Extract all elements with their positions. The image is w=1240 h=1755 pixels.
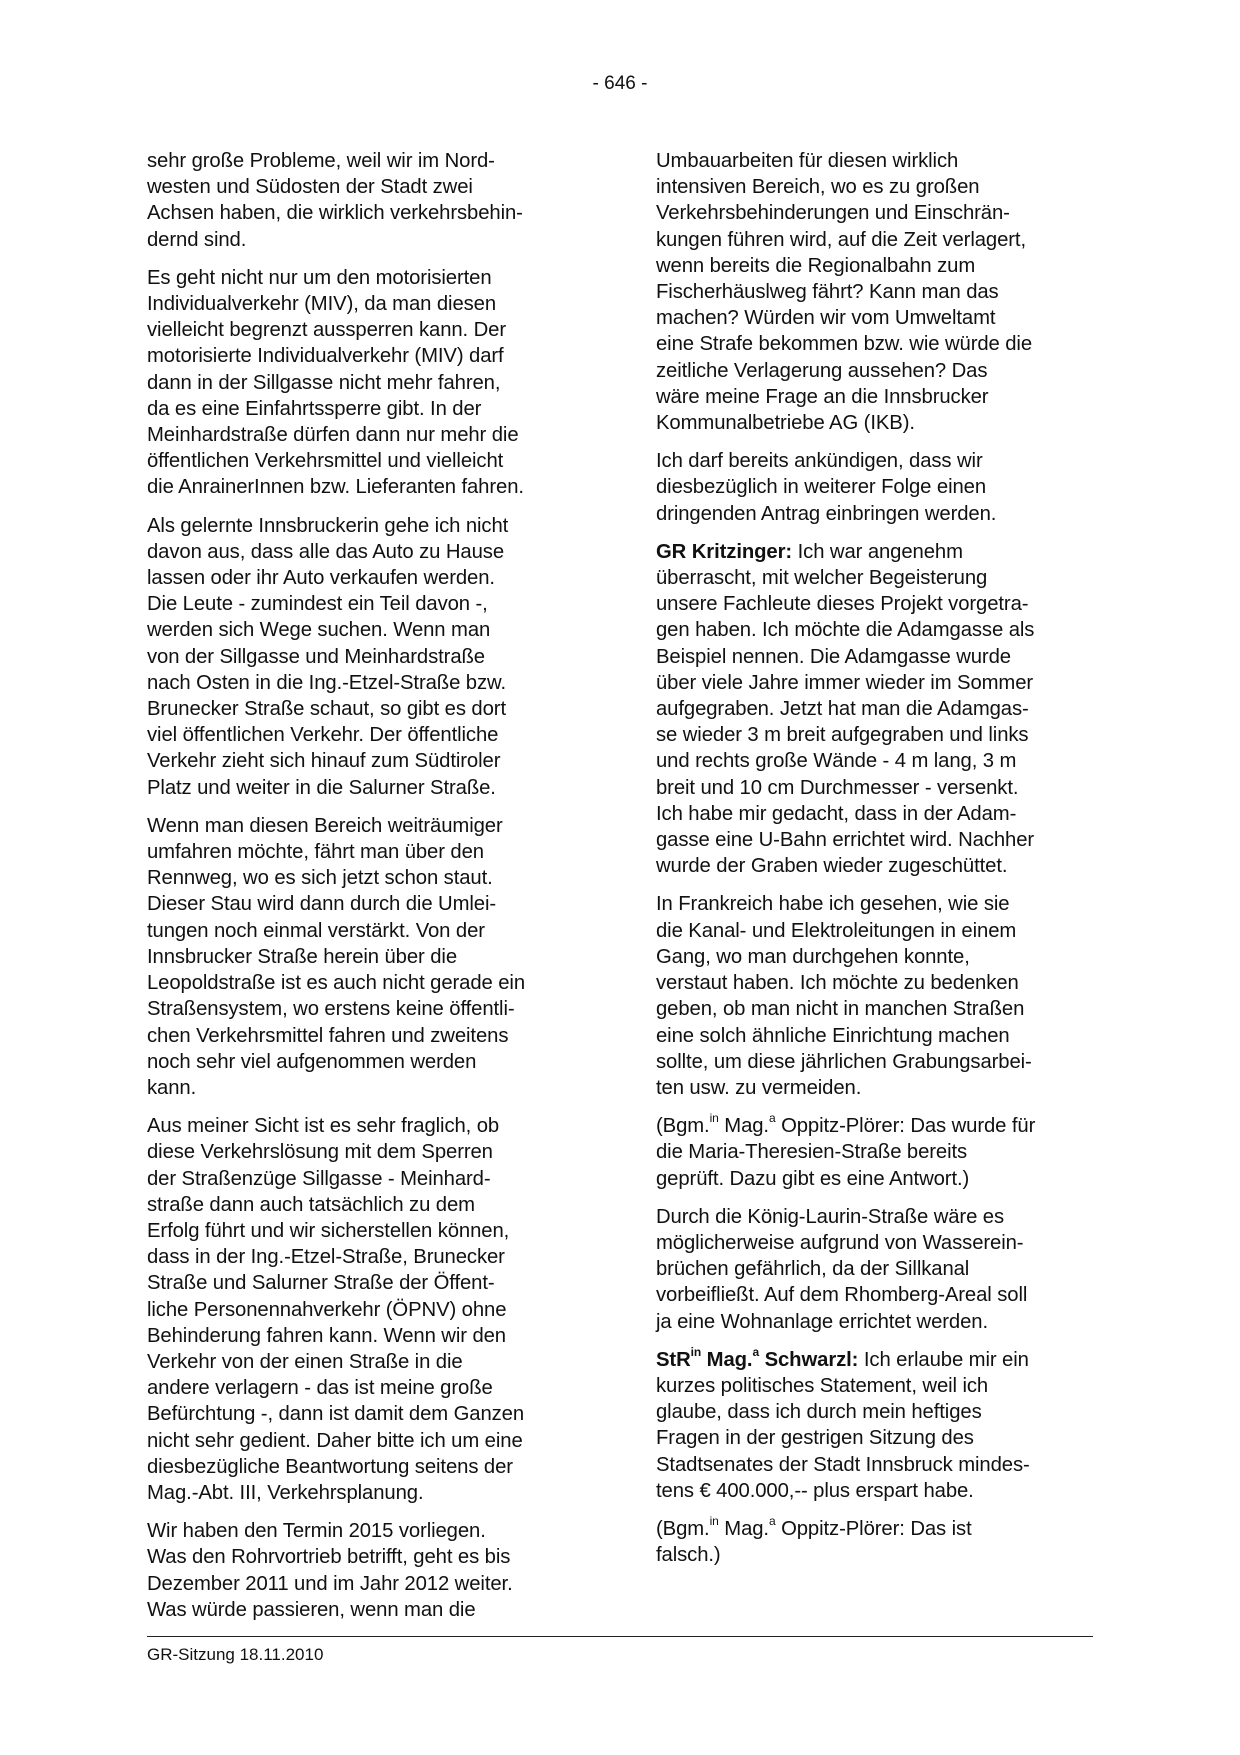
paragraph	[656, 1204, 1096, 1335]
paragraph	[147, 148, 587, 253]
speaker-surname: Schwarzl:	[759, 1348, 859, 1371]
line-text: Oppitz-Plörer: Das wurde für	[775, 1115, 1036, 1138]
interjection-mayor	[656, 1516, 1096, 1568]
text-line: die Kanal- und Elektroleitungen in einem	[656, 919, 1017, 942]
line-group	[656, 1373, 1096, 1504]
text-line: aufgegraben. Jetzt hat man die Adamgas-	[656, 698, 1029, 721]
line-text: Oppitz-Plörer: Das ist	[775, 1517, 972, 1540]
speaker-title: StR	[656, 1348, 691, 1371]
paragraph	[656, 148, 1096, 436]
line-group	[656, 565, 1096, 879]
speaker-name	[656, 1344, 859, 1371]
speech-kritzinger	[656, 539, 1096, 880]
text-line: Die Leute - zumindest ein Teil davon -,	[147, 593, 488, 616]
text-line: gen haben. Ich möchte die Adamgasse als	[656, 619, 1035, 642]
text-line: möglicherweise aufgrund von Wasserein-	[656, 1231, 1024, 1254]
text-line: Aus meiner Sicht ist es sehr fraglich, ob	[147, 1115, 500, 1138]
text-line: machen? Würden wir vom Umweltamt	[656, 307, 996, 330]
text-line: überrascht, mit welcher Begeisterung	[656, 567, 988, 590]
text-line: Innsbrucker Straße herein über die	[147, 945, 457, 968]
speaker-name: GR Kritzinger:	[656, 540, 793, 563]
title-mag: Mag.	[718, 1517, 769, 1540]
text-line: ten usw. zu vermeiden.	[656, 1076, 862, 1099]
text-line: Straßensystem, wo erstens keine öffentli-	[147, 998, 515, 1021]
text-line: dass in der Ing.-Etzel-Straße, Brunecker	[147, 1246, 505, 1269]
line-group	[656, 1139, 1096, 1191]
line	[656, 1344, 1096, 1373]
text-line: noch sehr viel aufgenommen werden	[147, 1050, 477, 1073]
text-line: Brunecker Straße schaut, so gibt es dort	[147, 698, 506, 721]
text-line: vielleicht begrenzt aussperren kann. Der	[147, 319, 507, 342]
text-line: die Maria-Theresien-Straße bereits	[656, 1141, 968, 1164]
text-line: dann in der Sillgasse nicht mehr fahren,	[147, 371, 501, 394]
text-line: verstaut haben. Ich möchte zu bedenken	[656, 972, 1019, 995]
text-line: Es geht nicht nur um den motorisierten	[147, 266, 492, 289]
interjection-mayor	[656, 1113, 1096, 1192]
text-line: zeitliche Verlagerung aussehen? Das	[656, 359, 988, 382]
text-line: eine solch ähnliche Einrichtung machen	[656, 1024, 1010, 1047]
text-line: öffentlichen Verkehrsmittel und vielleicht	[147, 450, 504, 473]
text-line: vorbeifließt. Auf dem Rhomberg-Areal soll	[656, 1284, 1028, 1307]
text-line: Achsen haben, die wirklich verkehrsbehin-	[147, 202, 523, 225]
speech-schwarzl	[656, 1344, 1096, 1504]
text-line: wäre meine Frage an die Innsbrucker	[656, 385, 989, 408]
text-line: Durch die König-Laurin-Straße wäre es	[656, 1205, 1005, 1228]
paragraph	[147, 1518, 587, 1623]
superscript: a	[752, 1344, 760, 1359]
text-line: Erfolg führt und wir sicherstellen können,	[147, 1219, 510, 1242]
text-line: Verkehr von der einen Straße in die	[147, 1350, 463, 1373]
title-mag: Mag.	[718, 1115, 769, 1138]
paragraph	[656, 891, 1096, 1101]
text-line: Ich darf bereits ankündigen, dass wir	[656, 450, 983, 473]
paragraph	[147, 1113, 587, 1506]
text-line: Straße und Salurner Straße der Öffent-	[147, 1272, 495, 1295]
text-line: andere verlagern - das ist meine große	[147, 1377, 493, 1400]
text-line: sollte, um diese jährlichen Grabungsarbei-	[656, 1050, 1032, 1073]
text-line: Individualverkehr (MIV), da man diesen	[147, 293, 497, 316]
text-line: die AnrainerInnen bzw. Lieferanten fahren.	[147, 476, 524, 499]
text-line: Was den Rohrvortrieb betrifft, geht es bis	[147, 1546, 511, 1569]
left-column	[147, 148, 587, 1635]
text-line: davon aus, dass alle das Auto zu Hause	[147, 540, 504, 563]
text-line: liche Personennahverkehr (ÖPNV) ohne	[147, 1298, 507, 1321]
text-line: werden sich Wege suchen. Wenn man	[147, 619, 491, 642]
text-line: viel öffentlichen Verkehr. Der öffentliche	[147, 724, 499, 747]
footer-session-date: GR-Sitzung 18.11.2010	[147, 1645, 324, 1664]
text-line: wenn bereits die Regionalbahn zum	[656, 254, 976, 277]
text-line: Stadtsenates der Stadt Innsbruck mindes-	[656, 1453, 1030, 1476]
text-line: von der Sillgasse und Meinhardstraße	[147, 645, 485, 668]
text-line: Wir haben den Termin 2015 vorliegen.	[147, 1520, 486, 1543]
text-line: Platz und weiter in die Salurner Straße.	[147, 776, 496, 799]
line	[656, 539, 1096, 565]
text-line: kann.	[147, 1076, 197, 1099]
paragraph	[147, 513, 587, 801]
line	[656, 1113, 1096, 1139]
text-line: über viele Jahre immer wieder im Sommer	[656, 671, 1034, 694]
right-column	[656, 148, 1096, 1580]
text-line: Fragen in der gestrigen Sitzung des	[656, 1427, 974, 1450]
text-line: Was würde passieren, wenn man die	[147, 1598, 476, 1621]
title-prefix: (Bgm.	[656, 1115, 710, 1138]
text-line: straße dann auch tatsächlich zu dem	[147, 1193, 475, 1216]
text-line: se wieder 3 m breit aufgegraben und links	[656, 724, 1029, 747]
title-prefix: (Bgm.	[656, 1517, 710, 1540]
text-line: tungen noch einmal verstärkt. Von der	[147, 919, 485, 942]
text-line: Befürchtung -, dann ist damit dem Ganzen	[147, 1403, 525, 1426]
text-line: tens € 400.000,-- plus erspart habe.	[656, 1479, 974, 1502]
line-text: Ich war angenehm	[792, 540, 963, 563]
text-line: motorisierte Individualverkehr (MIV) darf	[147, 345, 504, 368]
superscript: in	[709, 1514, 719, 1529]
text-line: Mag.-Abt. III, Verkehrsplanung.	[147, 1481, 424, 1504]
text-line: und rechts große Wände - 4 m lang, 3 m	[656, 750, 1017, 773]
text-line: eine Strafe bekommen bzw. wie würde die	[656, 333, 1033, 356]
text-line: da es eine Einfahrtssperre gibt. In der	[147, 397, 482, 420]
text-line: diese Verkehrslösung mit dem Sperren	[147, 1141, 493, 1164]
text-line: glaube, dass ich durch mein heftiges	[656, 1401, 982, 1424]
superscript: in	[690, 1344, 702, 1359]
paragraph	[147, 265, 587, 501]
text-line: westen und Südosten der Stadt zwei	[147, 176, 473, 199]
text-line: Beispiel nennen. Die Adamgasse wurde	[656, 645, 1011, 668]
text-line: Verkehr zieht sich hinauf zum Südtiroler	[147, 750, 501, 773]
text-line: kungen führen wird, auf die Zeit verlagert,	[656, 228, 1026, 251]
text-line: lassen oder ihr Auto verkaufen werden.	[147, 567, 495, 590]
text-line: gasse eine U-Bahn errichtet wird. Nachher	[656, 829, 1035, 852]
text-line: diesbezügliche Beantwortung seitens der	[147, 1455, 513, 1478]
text-line: ja eine Wohnanlage errichtet werden.	[656, 1310, 989, 1333]
text-line: Behinderung fahren kann. Wenn wir den	[147, 1324, 506, 1347]
superscript: in	[709, 1111, 719, 1126]
text-line: umfahren möchte, fährt man über den	[147, 841, 484, 864]
text-line: geben, ob man nicht in manchen Straßen	[656, 998, 1025, 1021]
text-line: chen Verkehrsmittel fahren und zweitens	[147, 1024, 509, 1047]
line-text: Ich erlaube mir ein	[858, 1348, 1029, 1371]
text-line: breit und 10 cm Durchmesser - versenkt.	[656, 776, 1019, 799]
text-line: Gang, wo man durchgehen konnte,	[656, 945, 970, 968]
superscript: a	[768, 1111, 776, 1126]
page-number: - 646 -	[592, 73, 648, 94]
paragraph	[656, 448, 1096, 527]
text-line: Umbauarbeiten für diesen wirklich	[656, 150, 959, 172]
text-line: Kommunalbetriebe AG (IKB).	[656, 412, 915, 435]
line-group	[656, 1542, 1096, 1568]
text-line: Dezember 2011 und im Jahr 2012 weiter.	[147, 1572, 513, 1595]
text-line: Meinhardstraße dürfen dann nur mehr die	[147, 424, 519, 447]
text-line: In Frankreich habe ich gesehen, wie sie	[656, 893, 1010, 916]
text-line: Wenn man diesen Bereich weiträumiger	[147, 814, 503, 837]
text-line: intensiven Bereich, wo es zu großen	[656, 176, 980, 199]
text-line: der Straßenzüge Sillgasse - Meinhard-	[147, 1167, 491, 1190]
text-line: unsere Fachleute dieses Projekt vorgetra-	[656, 593, 1029, 616]
text-line: wurde der Graben wieder zugeschüttet.	[656, 855, 1008, 878]
text-line: nach Osten in die Ing.-Etzel-Straße bzw.	[147, 671, 506, 694]
text-line: dernd sind.	[147, 228, 247, 251]
text-line: falsch.)	[656, 1544, 721, 1567]
text-line: Dieser Stau wird dann durch die Umlei-	[147, 893, 497, 916]
text-line: Fischerhäuslweg fährt? Kann man das	[656, 281, 999, 304]
line	[656, 1516, 1096, 1542]
text-line: diesbezüglich in weiterer Folge einen	[656, 476, 987, 499]
text-line: Leopoldstraße ist es auch nicht gerade ein	[147, 972, 526, 995]
text-line: kurzes politisches Statement, weil ich	[656, 1374, 989, 1397]
superscript: a	[768, 1514, 776, 1529]
text-line: sehr große Probleme, weil wir im Nord-	[147, 150, 495, 172]
text-line: Verkehrsbehinderungen und Einschrän-	[656, 202, 1010, 225]
text-line: Rennweg, wo es sich jetzt schon staut.	[147, 867, 493, 890]
text-line: Ich habe mir gedacht, dass in der Adam-	[656, 802, 1017, 825]
text-line: geprüft. Dazu gibt es eine Antwort.)	[656, 1167, 970, 1190]
footer-divider	[147, 1636, 1093, 1637]
speaker-title: Mag.	[701, 1348, 753, 1371]
text-line: brüchen gefährlich, da der Sillkanal	[656, 1258, 970, 1281]
text-line: dringenden Antrag einbringen werden.	[656, 502, 997, 525]
text-line: nicht sehr gedient. Daher bitte ich um eine	[147, 1429, 523, 1452]
paragraph	[147, 813, 587, 1101]
text-line: Als gelernte Innsbruckerin gehe ich nicht	[147, 514, 509, 537]
